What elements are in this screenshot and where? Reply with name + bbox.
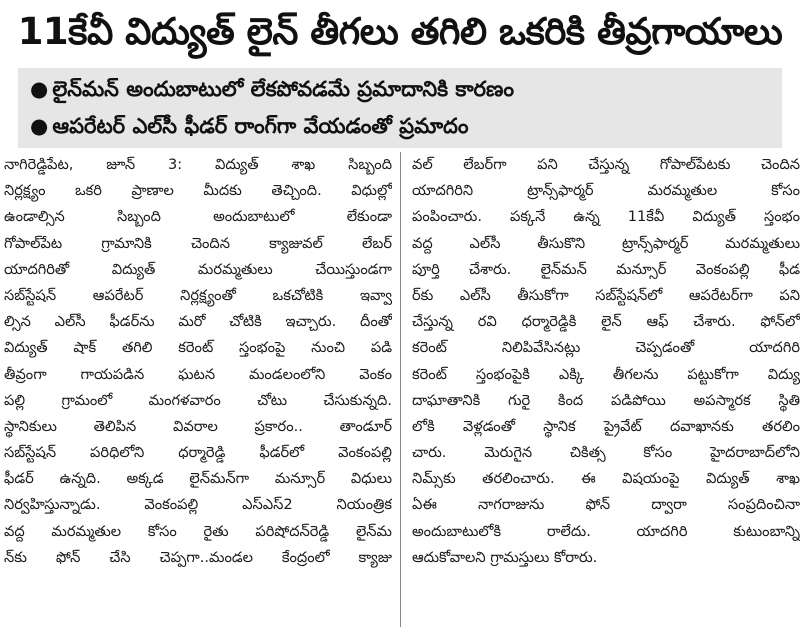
article-line: యాదగిరిని ట్రాన్స్‌ఫార్మర్ మరమ్మతుల కోసం xyxy=(412,182,800,200)
article-line: నిమ్స్‌కు తరలించారు. ఈ విషయంపై విద్యుత్ శాఖ xyxy=(412,470,800,488)
article-line: లోకి వెళ్లడంతో స్థానిక ప్రైవేట్ దవాఖానకు తరలిం xyxy=(412,417,800,435)
article-line: సబ్‌స్టేషన్ పరిధిలోని ధర్మారెడ్డి ఫీడర్‌లో వెంకంపల్లి xyxy=(4,444,392,462)
article-line: పంపించారు. పక్కనే ఉన్న 11కేవీ విద్యుత్ స్తంభం xyxy=(412,208,800,226)
bullet-icon: ● xyxy=(30,77,49,101)
bullet-icon: ● xyxy=(30,114,49,138)
article-line: చారు. మెరుగైన చికిత్స కోసం హైదరాబాద్‌లోని xyxy=(412,444,800,462)
article-line: వద్ద మరమ్మతుల కోసం రైతు పరిషోదన్‌రెడ్డి లైన్‌మ xyxy=(4,522,392,540)
article-line: ర్‌కు ఎల్‌సీ తీసుకోగా సబ్‌స్టేషన్‌లో ఆపరేటర్‌గా పని xyxy=(412,286,800,304)
subheadline-text: ఆపరేటర్ ఎల్‌సీ ఫీడర్ రాంగ్‌గా వేయడంతో ప్రమాదం xyxy=(52,114,469,138)
article-line: గోపాల్‌పేట గ్రామానికి చెందిన క్యాజువల్ లేబర్ xyxy=(4,234,392,252)
article-column-right xyxy=(412,152,800,571)
article-line: నాగిరెడ్డిపేట, జూన్ 3: విద్యుత్ శాఖ సిబ్బంది xyxy=(4,156,392,173)
article-line: పూర్తి చేశారు. లైన్‌మన్ మన్సూర్ వెంకంపల్లి ఫీడ xyxy=(412,260,800,278)
article-line: కరెంట్ నిలిపివేసినట్లు చెప్పడంతో యాదగిరి xyxy=(412,339,800,357)
article-line: న్‌కు ఫోన్ చేసి చెప్పగా..మండల కేంద్రంలో క్యాజు xyxy=(4,548,392,566)
subheadline-text: లైన్‌మన్ అందుబాటులో లేకపోవడమే ప్రమాదానికి కారణం xyxy=(52,77,515,101)
article-line: చేస్తున్న రవి ధర్మారెడ్డికి లైన్ ఆఫ్ చేశారు. ఫోన్‌లో xyxy=(412,313,800,331)
subheadline-box xyxy=(18,68,782,148)
article-line: స్థానికులు తెలిపిన వివరాల ప్రకారం.. తాండూర్ xyxy=(4,417,392,435)
article-line: ఆదుకోవాలని గ్రామస్తులు కోరారు. xyxy=(412,548,598,566)
article-line: ఉండాల్సిన సిబ్బంది అందుబాటులో లేకుండా xyxy=(4,208,392,226)
subheadline-1 xyxy=(30,71,514,107)
article-line: నిర్వహిస్తున్నాడు. వెంకంపల్లి ఎస్‌ఎస్2 నియంత్రిక xyxy=(4,496,392,514)
article-line: అందుబాటులోకి రాలేదు. యాదగిరి కుటుంబాన్ని xyxy=(412,522,800,540)
article-line: దాఘాతానికి గురై కింద పడిపోయి అపస్మారక స్థితి xyxy=(412,391,800,409)
article-line: ఏఈ నాగరాజును ఫోన్ ద్వారా సంప్రదించినా xyxy=(412,496,800,514)
article-line: ఫీడర్ ఉన్నది. అక్కడ లైన్‌మన్‌గా మన్సూర్ విధులు xyxy=(4,470,392,488)
article-line: యాదగిరితో విద్యుత్ మరమ్మతులు చేయిస్తుండగా xyxy=(4,260,392,278)
article-line: వద్ద ఎల్‌సీ తీసుకొని ట్రాన్స్‌ఫార్మర్ మరమ్మతులు xyxy=(412,234,800,252)
article-line: విద్యుత్ షాక్ తగిలి కరెంట్ స్తంభంపై నుంచి పడి xyxy=(4,339,392,357)
column-divider xyxy=(400,152,401,627)
subheadline-2 xyxy=(30,108,469,144)
article-line: వల్ లేబర్‌గా పని చేస్తున్న గోపాల్‌పేటకు చెందిన xyxy=(412,156,800,173)
article-line: కరెంట్ స్తంభంపైకి ఎక్కి తీగలను పట్టుకోగా విద్యు xyxy=(412,365,800,383)
headline: 11కేవీ విద్యుత్ లైన్ తీగలు తగిలి ఒకరికి తీవ్రగాయాలు xyxy=(17,10,783,53)
article-line: పల్లి గ్రామంలో మంగళవారం చోటు చేసుకున్నది. xyxy=(4,391,392,409)
article-line: ల్సిన ఎల్‌సీ ఫీడర్‌ను మరో చోటికి ఇచ్చారు. దీంతో xyxy=(4,313,392,331)
article-line: నిర్లక్ష్యం ఒకరి ప్రాణాల మీదకు తెచ్చింది. విధుల్లో xyxy=(4,182,392,200)
article-column-left xyxy=(4,152,392,571)
article-line: తీవ్రంగా గాయపడిన ఘటన మండలంలోని వెంకం xyxy=(4,365,392,383)
article-line: సబ్‌స్టేషన్ ఆపరేటర్ నిర్లక్ష్యంతో ఒకచోటికి ఇవ్వా xyxy=(4,286,392,304)
